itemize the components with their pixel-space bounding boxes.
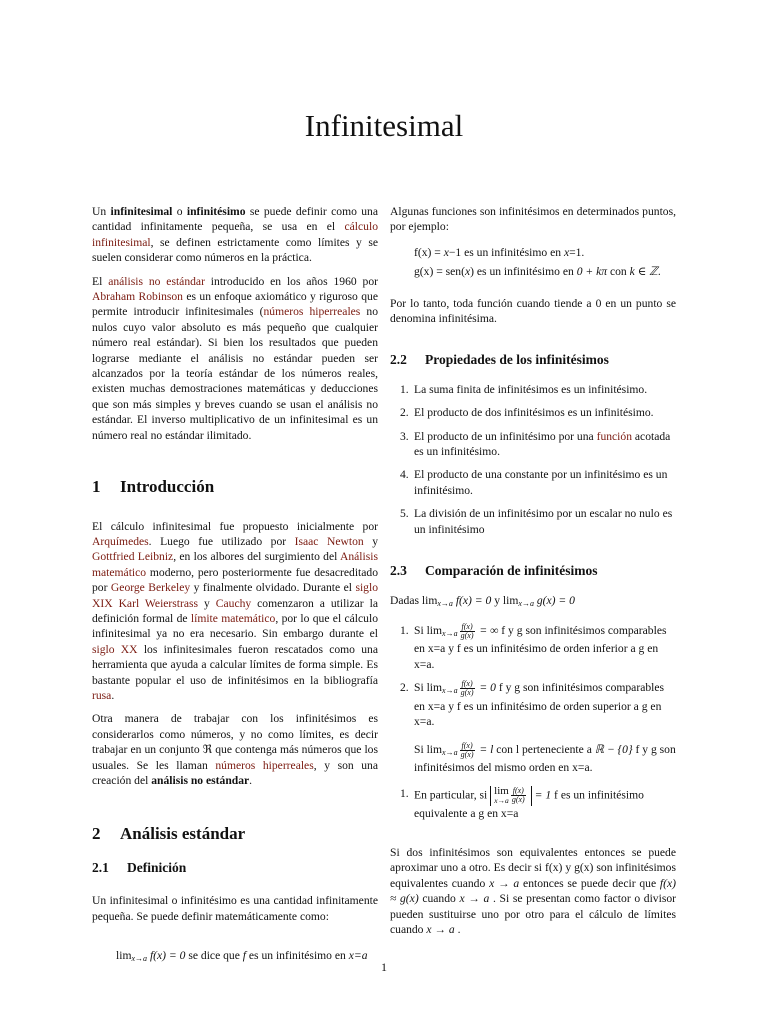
examples-block: [390, 245, 676, 280]
numerator: f(x): [461, 740, 473, 750]
text: f y g son infinitésimos comparables en x=a y f es un infinitésimo de orden superior a g en x=a.: [414, 681, 665, 729]
fraction: [511, 787, 526, 804]
math-expression: = 1: [531, 788, 552, 802]
text: y: [491, 593, 503, 607]
text: g(x) = sen(: [414, 265, 465, 279]
given-limits: [390, 593, 676, 611]
math-expression: ℝ − {0}: [594, 742, 633, 756]
link-analisis-matematico[interactable]: Análisis matemático: [92, 550, 378, 579]
lim-stack: [494, 786, 509, 806]
link-analisis-no-estandar[interactable]: análisis no estándar: [108, 274, 205, 288]
lim-operator: lim: [494, 784, 509, 797]
math-expression: = l: [476, 742, 494, 756]
text: Otra manera de trabajar con los infinitésimos es considerarlos como números, y no como límites, es decir trabajar en un conjunto ℜ que contenga más números que los usuales. Se les llaman: [92, 712, 378, 772]
lim-subscript: x→a: [494, 795, 509, 805]
link-cauchy[interactable]: Cauchy: [215, 596, 252, 610]
section-heading-analisis-estandar: [92, 824, 378, 844]
subsection-heading-propiedades: [390, 352, 676, 367]
text: Dadas: [390, 593, 422, 607]
math-expression: = ∞: [476, 624, 502, 638]
text: f(x) =: [414, 245, 444, 259]
intro-paragraph-1: [92, 204, 378, 266]
fraction: [460, 623, 475, 640]
definicion-paragraph: Un infinitesimal o infinitésimo es una cantidad infinitamente pequeña. Se puede definir matemáticamente como:: [92, 894, 378, 923]
text: Si dos infinitésimos son equivalentes entonces se puede aproximar uno a otro. Es decir si f(x) y g(x) son infinitésimos equivalentes cuando: [390, 846, 676, 890]
link-siglo-xix[interactable]: siglo XIX: [92, 581, 378, 610]
item-number: 5.: [400, 507, 409, 521]
link-numeros-hiperreales-2[interactable]: números hiperreales: [215, 758, 314, 772]
item-number: 1.: [400, 382, 409, 396]
math-expression: x → a: [459, 892, 490, 906]
link-calculo-infinitesimal[interactable]: cálculo infinitesimal: [92, 220, 378, 249]
page-number: 1: [381, 960, 387, 974]
lim-operator: lim: [421, 593, 438, 607]
text: entonces se puede decir que: [519, 876, 660, 890]
list-item: [390, 405, 676, 420]
denominator: g(x): [511, 795, 525, 805]
math-expression: f(x) = 0: [149, 949, 186, 963]
math-expression: f(x) ≈ g(x): [390, 876, 677, 906]
text: es un enfoque axiomático y riguroso que permite introducir infinitesimales (: [92, 290, 378, 319]
link-karl-weierstrass[interactable]: Karl Weierstrass: [118, 596, 199, 610]
list-item: [390, 429, 676, 460]
text: introducido en los años 1960 por: [204, 274, 378, 288]
list-item: [390, 786, 676, 821]
text: La división de un infinitésimo por un escalar no nulo es un infinitésimo: [414, 507, 673, 536]
text: y: [198, 596, 216, 610]
text: f y g son infinitésimos del mismo orden en x=a.: [414, 742, 676, 775]
list-item: [390, 506, 676, 537]
lim-subscript: x→a: [131, 954, 148, 964]
list-item: [390, 467, 676, 498]
link-limite-matematico[interactable]: límite matemático: [190, 611, 276, 625]
text: −1 es un infinitésimo en: [448, 245, 564, 259]
math-x: x: [563, 245, 570, 259]
example-f: [414, 245, 676, 260]
lim-operator: lim: [426, 624, 443, 638]
text: La suma finita de infinitésimos es un infinitésimo.: [414, 382, 648, 396]
text: . Luego fue utilizado por: [148, 534, 295, 548]
subsection-title: Definición: [127, 859, 187, 875]
left-column: [92, 204, 378, 982]
section-heading-introduccion: [92, 477, 378, 497]
intro-paragraph-2: [92, 274, 378, 443]
list-item: [390, 623, 676, 672]
denominator: g(x): [460, 749, 474, 759]
math-x: x: [443, 245, 449, 259]
lim-subscript: x→a: [442, 686, 458, 696]
term-analisis-no-estandar: análisis no estándar: [151, 774, 250, 787]
link-gottfried-leibniz[interactable]: Gottfried Leibniz: [92, 550, 174, 564]
text: .: [657, 265, 661, 279]
math-expression: g(x) = 0: [536, 593, 575, 607]
link-abraham-robinson[interactable]: Abraham Robinson: [92, 290, 183, 304]
same-order-condition: [414, 742, 676, 776]
link-arquimedes[interactable]: Arquímedes: [92, 534, 149, 548]
text: El producto de un infinitésimo por una: [414, 429, 597, 443]
comparison-list: [390, 623, 676, 821]
numerator: f(x): [461, 621, 473, 631]
section-title: Introducción: [120, 477, 215, 497]
text: es un infinitésimo en: [246, 949, 349, 963]
item-number: 4.: [400, 468, 409, 482]
item-number: 2.: [400, 406, 409, 420]
math-expression: k ∈ ℤ: [629, 265, 658, 279]
text: .: [249, 774, 253, 787]
text: acotada es un infinitésimo.: [414, 429, 671, 459]
introduccion-paragraph-2: [92, 711, 378, 788]
section-title: Análisis estándar: [120, 824, 246, 844]
page-title: Infinitesimal: [304, 108, 464, 143]
math-expression: = 0: [476, 681, 499, 695]
equivalence-paragraph: [390, 845, 676, 937]
subsection-number: 2.2: [390, 352, 407, 368]
properties-list: [390, 382, 676, 537]
text: El: [92, 274, 109, 288]
math-expression: x → a: [489, 876, 520, 890]
lim-subscript: x→a: [442, 629, 458, 639]
lim-subscript: x→a: [518, 598, 534, 608]
text: f es un infinitésimo equivalente a g en x=a: [414, 788, 644, 820]
term-infinitesimal: infinitesimal: [110, 205, 173, 218]
subsection-heading-comparacion: [390, 563, 676, 578]
examples-intro: Algunas funciones son infinitésimos en determinados puntos, por ejemplo:: [390, 205, 676, 234]
item-number: 1.: [400, 786, 409, 800]
text: Si: [414, 681, 427, 695]
text: En particular, si: [414, 788, 491, 802]
right-column: [390, 204, 676, 945]
text: o: [172, 205, 187, 218]
text: El producto de una constante por un infinitésimo es un infinitésimo.: [414, 468, 668, 497]
text: se puede definir como una cantidad infinitamente pequeña, se usa en el: [92, 205, 378, 234]
text: con: [607, 265, 630, 279]
text: . Si se presentan como factor o divisor pueden sustituirse uno por otro para el cálculo de límites cuando: [390, 892, 676, 937]
link-rusa[interactable]: rusa: [92, 688, 112, 702]
text: Un: [92, 205, 111, 218]
lim-operator: lim: [426, 681, 443, 695]
text: y finalmente olvidado. Durante el: [190, 581, 356, 595]
text: los infinitesimales fueron rescatados como una herramienta que ayuda a calcular límites de forma simple. Es bastante popular el uso de infinitésimos en la bibliografía: [92, 642, 378, 687]
link-funcion[interactable]: función: [596, 429, 632, 443]
text: =1.: [569, 245, 585, 259]
link-numeros-hiperreales[interactable]: números hiperreales: [263, 305, 361, 319]
text: .: [111, 688, 115, 702]
subsection-title: Comparación de infinitésimos: [425, 563, 598, 579]
lim-operator: lim: [426, 742, 443, 756]
math-f: f: [242, 949, 246, 963]
absolute-value: [490, 786, 532, 806]
numerator: f(x): [512, 786, 524, 796]
text: y: [363, 534, 378, 548]
subsection-number: 2.1: [92, 859, 109, 875]
text: cuando: [418, 892, 460, 906]
item-number: 3.: [400, 429, 409, 443]
numerator: f(x): [461, 679, 473, 689]
term-infinitesimo: infinitésimo: [186, 205, 246, 218]
text: comenzaron a utilizar la definición formal de: [92, 596, 378, 625]
fraction: [460, 742, 475, 759]
math-expression: 0 + kπ: [576, 265, 608, 279]
text: , se definen estrictamente como límites y se suelen considerar como números en la práctica.: [92, 235, 378, 265]
introduccion-paragraph-1: [92, 519, 378, 704]
text: .: [454, 923, 461, 937]
link-isaac-newton[interactable]: Isaac Newton: [294, 534, 364, 548]
text: El producto de dos infinitésimos es un infinitésimo.: [414, 406, 654, 420]
text: Si: [414, 624, 427, 638]
lim-subscript: x→a: [442, 747, 458, 757]
examples-conclusion: Por lo tanto, toda función cuando tiende a 0 en un punto se denomina infinitésima.: [390, 296, 676, 326]
subsection-title: Propiedades de los infinitésimos: [425, 352, 609, 368]
list-item: [390, 680, 676, 775]
subsection-heading-definicion: [92, 860, 378, 875]
text: , y son una creación del: [92, 758, 378, 787]
math-x-equals-a: x=a: [348, 949, 368, 963]
lim-operator: lim: [116, 949, 132, 963]
list-item: [390, 382, 676, 397]
item-number: 2.: [400, 681, 409, 695]
math-x: x: [464, 265, 471, 279]
text: , en los albores del surgimiento del: [173, 550, 340, 564]
lim-subscript: x→a: [437, 598, 453, 608]
link-george-berkeley[interactable]: George Berkeley: [110, 581, 191, 595]
text: moderno, pero posteriormente fue desacreditado por: [92, 565, 378, 595]
lim-operator: lim: [502, 593, 519, 607]
math-expression: x → a: [426, 923, 455, 937]
math-expression: f(x) = 0: [455, 593, 492, 607]
subsection-number: 2.3: [390, 563, 407, 579]
text: ) es un infinitésimo en: [470, 265, 577, 279]
example-g: [414, 264, 676, 279]
text: f y g son infinitésimos comparables en x=a y f es un infinitésimo de orden inferior a g en x=a.: [414, 624, 667, 671]
section-number: 1: [92, 477, 101, 497]
fraction: [460, 680, 475, 697]
text: se dice que: [185, 949, 243, 963]
text: El cálculo infinitesimal fue propuesto inicialmente por: [92, 519, 378, 533]
link-siglo-xx[interactable]: siglo XX: [92, 642, 138, 656]
denominator: g(x): [460, 630, 474, 640]
item-number: 1.: [400, 623, 409, 637]
text: no nulos cuyo valor absoluto es más pequeño que cualquier número real estándar). Si bien los resultados que pueden lograrse mediante el análisis no estándar pueden ser alcanzados por la teoría estándar de los números reales, existen muchas demostraciones matemáticas y deducciones que son más simples y breves cuando se usan el análisis no estándar. El inverso multiplicativo de un infinitesimal es un número real no estándar ilimitado.: [92, 305, 378, 442]
section-number: 2: [92, 824, 101, 844]
denominator: g(x): [460, 688, 474, 698]
text: con l perteneciente a: [493, 742, 595, 756]
text: Si: [414, 742, 427, 756]
text: , por lo que el cálculo infinitesimal ya no era necesario. Sin embargo durante el: [92, 611, 378, 641]
